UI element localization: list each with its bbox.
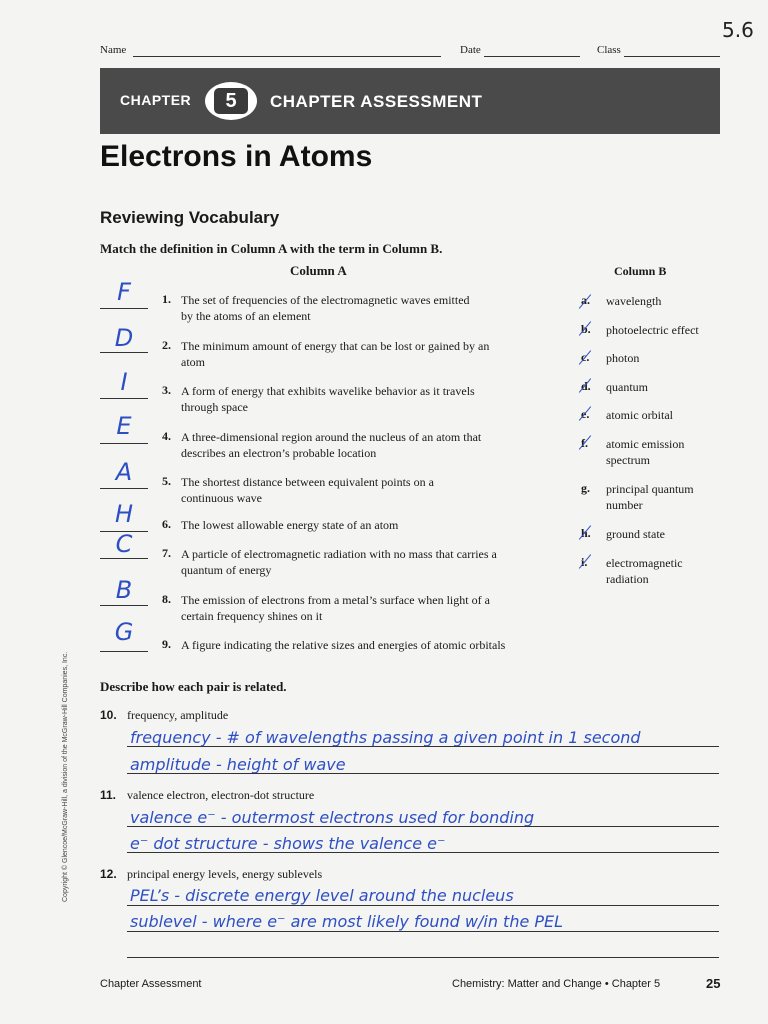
term-text: principal quantum number xyxy=(606,482,694,512)
answer-line xyxy=(100,605,148,606)
question-text: The lowest allowable energy state of an atom xyxy=(181,518,399,532)
pair-prompt: frequency, amplitude xyxy=(127,708,229,722)
question-number: 8. xyxy=(162,592,171,606)
question-text: A particle of electromagnetic radiation with no mass that carries a quantum of energy xyxy=(181,547,497,577)
answer-line xyxy=(100,488,148,489)
writing-line xyxy=(127,957,719,958)
name-label: Name xyxy=(100,44,127,56)
question-number: 3. xyxy=(162,383,171,397)
answer-3[interactable]: I xyxy=(120,368,128,396)
question-text: A figure indicating the relative sizes and energies of atomic orbitals xyxy=(181,638,506,652)
question-text: The set of frequencies of the electromagnetic waves emitted by the atoms of an element xyxy=(181,293,470,323)
section-title: Reviewing Vocabulary xyxy=(100,208,280,227)
page-number: 25 xyxy=(706,976,721,991)
answer-line xyxy=(100,308,148,309)
date-label: Date xyxy=(460,44,481,56)
term-letter: a. xyxy=(581,293,590,307)
copyright-notice xyxy=(62,572,72,902)
answer-line xyxy=(100,651,148,652)
answer-2[interactable]: D xyxy=(114,324,134,352)
term-letter: g. xyxy=(581,481,590,495)
term-text: atomic emission spectrum xyxy=(606,437,685,467)
question-number: 5. xyxy=(162,474,171,488)
term-text: atomic orbital xyxy=(606,408,673,422)
pair-number: 10. xyxy=(100,708,117,722)
page-title: Electrons in Atoms xyxy=(100,140,373,173)
column-a-heading: Column A xyxy=(290,263,347,278)
pair-prompt: principal energy levels, energy sublevels xyxy=(127,867,323,881)
term-text: wavelength xyxy=(606,294,662,308)
copyright-text: Copyright © Glencoe/McGraw-Hill, a division of the McGraw-Hill Companies, Inc. xyxy=(62,651,69,902)
matching-instructions: Match the definition in Column A with the term in Column B. xyxy=(100,241,443,256)
term-letter: h. xyxy=(581,526,591,540)
writing-line xyxy=(127,852,719,853)
term-text: photon xyxy=(606,351,640,365)
pair-answer-line-2[interactable]: e⁻ dot structure - shows the valence e⁻ xyxy=(130,834,446,853)
term-letter: d. xyxy=(581,379,591,393)
column-b-heading: Column B xyxy=(614,264,667,278)
footer-left: Chapter Assessment xyxy=(100,978,202,990)
term-text: quantum xyxy=(606,380,648,394)
chapter-label: CHAPTER xyxy=(120,92,192,108)
pair-number: 11. xyxy=(100,788,117,802)
answer-5[interactable]: A xyxy=(115,458,133,486)
date-field[interactable] xyxy=(484,56,580,57)
pair-number: 12. xyxy=(100,867,117,881)
pair-prompt: valence electron, electron-dot structure xyxy=(127,788,315,802)
pair-answer-line-2[interactable]: amplitude - height of wave xyxy=(130,755,346,774)
question-number: 9. xyxy=(162,637,171,651)
question-number: 4. xyxy=(162,429,171,443)
answer-7[interactable]: C xyxy=(115,530,133,558)
answer-line xyxy=(100,352,148,353)
term-letter: i. xyxy=(581,555,588,569)
answer-line xyxy=(100,443,148,444)
question-number: 1. xyxy=(162,292,171,306)
assessment-label: CHAPTER ASSESSMENT xyxy=(270,92,483,111)
answer-line xyxy=(100,398,148,399)
question-number: 6. xyxy=(162,517,171,531)
question-text: The minimum amount of energy that can be lost or gained by an atom xyxy=(181,339,490,369)
pair-answer-line-2[interactable]: sublevel - where e⁻ are most likely found w/in the PEL xyxy=(130,912,564,931)
class-field[interactable] xyxy=(624,56,720,57)
term-letter: b. xyxy=(581,322,591,336)
writing-line xyxy=(127,773,719,774)
question-text: The emission of electrons from a metal’s surface when light of a certain frequency shines on it xyxy=(181,593,490,623)
answer-4[interactable]: E xyxy=(116,412,132,440)
writing-line xyxy=(127,905,719,906)
question-text: A three-dimensional region around the nucleus of an atom that describes an electron’s probable location xyxy=(181,430,482,460)
corner-note: 5.6 xyxy=(722,18,754,42)
pair-answer-line-1[interactable]: PEL’s - discrete energy level around the nucleus xyxy=(130,886,514,905)
answer-6[interactable]: H xyxy=(114,500,134,528)
question-number: 2. xyxy=(162,338,171,352)
term-letter: e. xyxy=(581,407,590,421)
answer-line xyxy=(100,558,148,559)
writing-line xyxy=(127,931,719,932)
answer-1[interactable]: F xyxy=(117,278,131,306)
writing-line xyxy=(127,746,719,747)
question-text: A form of energy that exhibits wavelike behavior as it travels through space xyxy=(181,384,475,414)
describe-instructions: Describe how each pair is related. xyxy=(100,679,287,694)
term-letter: c. xyxy=(581,350,590,364)
footer-right: Chemistry: Matter and Change • Chapter 5 xyxy=(452,978,661,990)
writing-line xyxy=(127,826,719,827)
answer-8[interactable]: B xyxy=(115,576,133,604)
term-text: electromagnetic radiation xyxy=(606,556,683,586)
chapter-banner xyxy=(100,68,720,134)
term-text: photoelectric effect xyxy=(606,323,699,337)
name-field[interactable] xyxy=(133,56,441,57)
class-label: Class xyxy=(597,44,621,56)
answer-9[interactable]: G xyxy=(114,618,134,646)
pair-answer-line-1[interactable]: valence e⁻ - outermost electrons used for bonding xyxy=(130,808,535,827)
question-text: The shortest distance between equivalent points on a continuous wave xyxy=(181,475,434,505)
question-number: 7. xyxy=(162,546,171,560)
term-letter: f. xyxy=(581,436,588,450)
chapter-number: 5 xyxy=(214,88,248,114)
term-text: ground state xyxy=(606,527,665,541)
pair-answer-line-1[interactable]: frequency - # of wavelengths passing a given point in 1 second xyxy=(130,728,641,747)
